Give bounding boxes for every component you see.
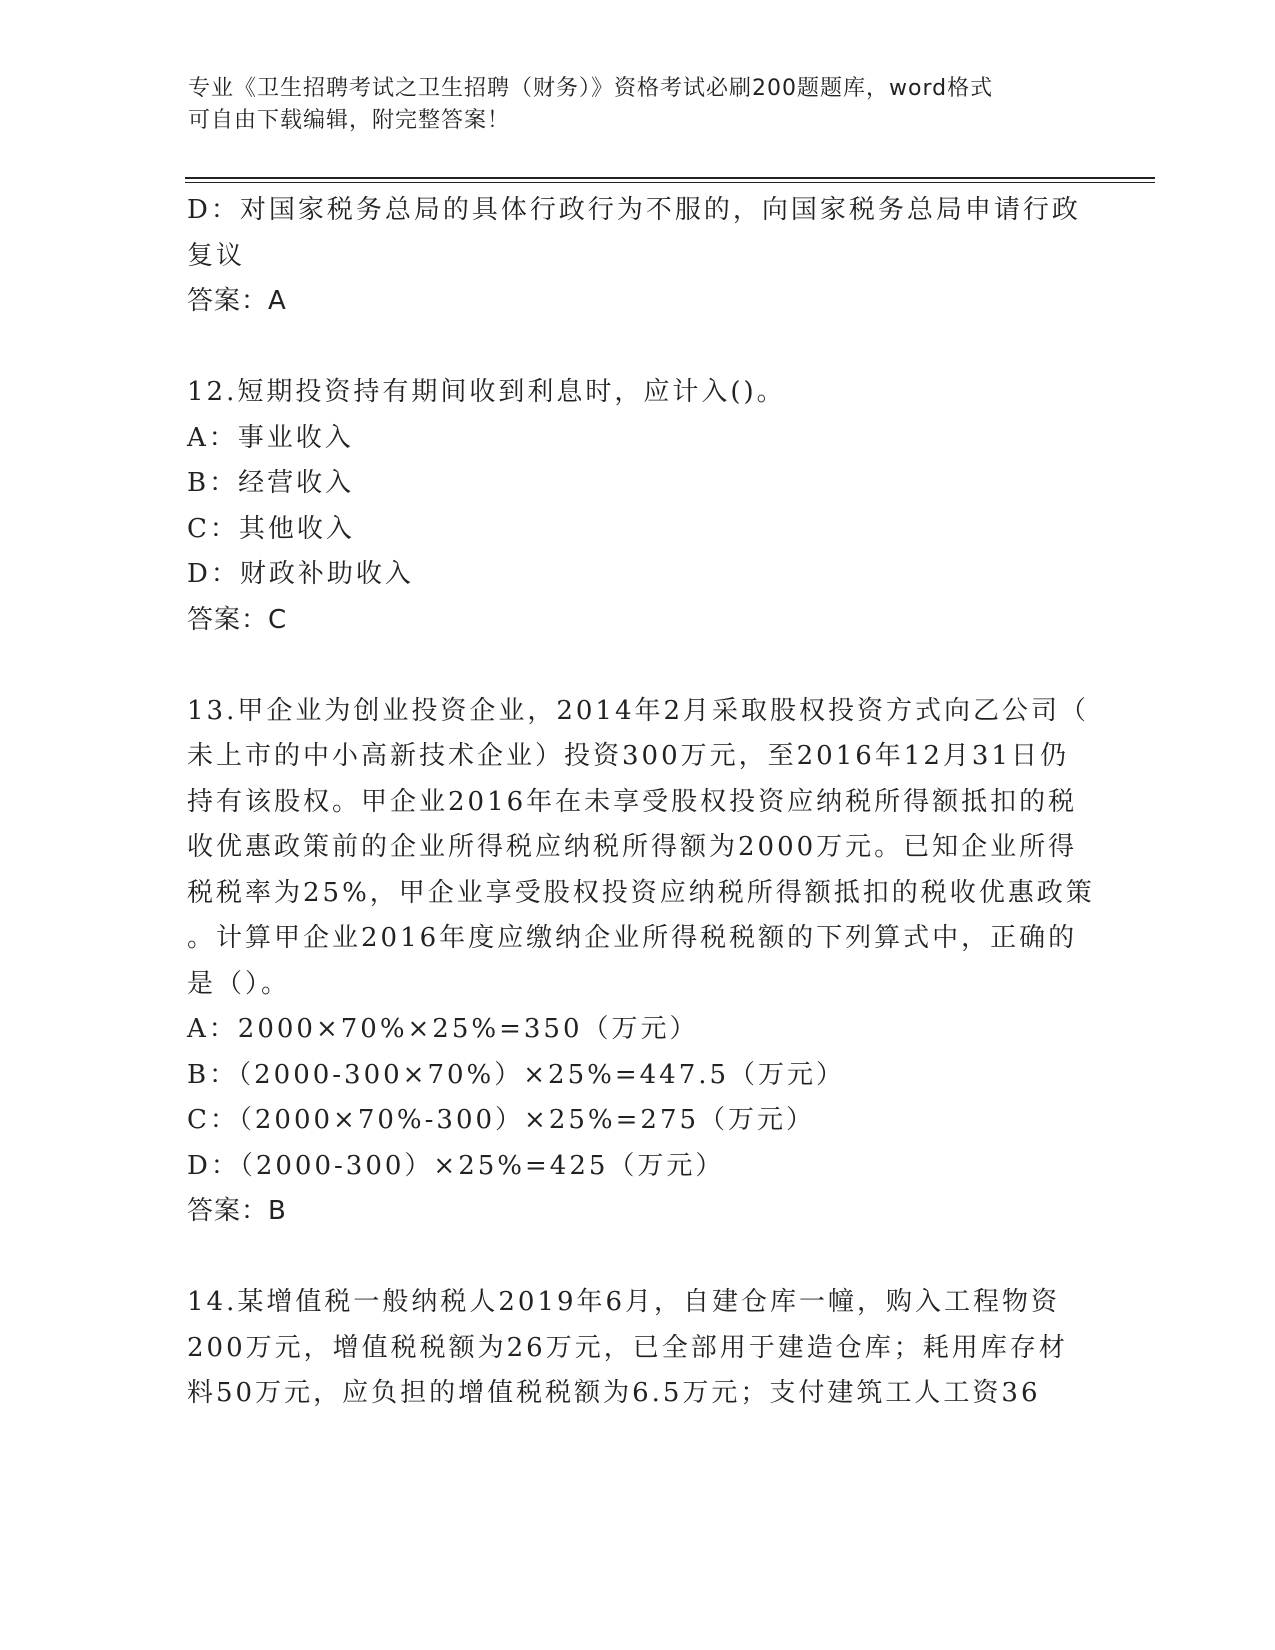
answer: 答案：A (187, 286, 287, 316)
question-stem-line: 持有该股权。甲企业2016年在未享受股权投资应纳税所得额抵扣的税 (187, 786, 1078, 817)
document-header (188, 73, 1078, 137)
question-stem: 12.短期投资持有期间收到利息时，应计入()。 (187, 377, 786, 407)
question-14 (187, 1280, 1087, 1417)
option-c: C：其他收入 (187, 513, 355, 544)
question-11 (187, 188, 1087, 325)
answer: 答案：C (187, 604, 288, 635)
header-divider-thick (185, 177, 1155, 179)
option-a: A：2000×70%×25%=350（万元） (187, 1014, 699, 1044)
document-body (187, 188, 1095, 1417)
option-a: A：事业收入 (187, 422, 354, 453)
spacer (187, 1235, 1087, 1281)
option-d: D：财政补助收入 (187, 559, 414, 589)
header-divider-thin (185, 182, 1155, 183)
option-c: C：（2000×70%-300）×25%=275（万元） (187, 1105, 816, 1135)
header-title-line-1: 专业《卫生招聘考试之卫生招聘（财务）》资格考试必刷200题题库，word格式 (188, 76, 994, 101)
question-stem-line: 。计算甲企业2016年度应缴纳企业所得税税额的下列算式中，正确的 (187, 923, 1078, 953)
spacer (187, 325, 1087, 371)
question-stem-line: 收优惠政策前的企业所得税应纳税所得额为2000万元。已知企业所得 (187, 832, 1078, 862)
question-stem-line: 200万元，增值税税额为26万元，已全部用于建造仓库；耗用库存材 (187, 1332, 1068, 1363)
question-13 (187, 689, 1095, 1235)
answer: 答案：B (187, 1196, 287, 1226)
option-d: D：对国家税务总局的具体行政行为不服的，向国家税务总局申请行政 (187, 195, 1081, 225)
question-stem-line: 税税率为25%，甲企业享受股权投资应纳税所得额抵扣的税收优惠政策 (187, 877, 1095, 908)
option-b: B：（2000-300×70%）×25%=447.5（万元） (187, 1059, 846, 1090)
question-stem-line: 未上市的中小高新技术企业）投资300万元，至2016年12月31日仍 (187, 741, 1069, 771)
question-stem-line: 是（）。 (187, 968, 291, 999)
option-b: B：经营收入 (187, 468, 355, 498)
question-stem-line: 料50万元，应负担的增值税税额为6.5万元；支付建筑工人工资36 (187, 1378, 1041, 1408)
question-stem-line: 14.某增值税一般纳税人2019年6月，自建仓库一幢，购入工程物资 (187, 1287, 1061, 1317)
question-12 (187, 370, 1087, 643)
header-title-line-2: 可自由下载编辑，附完整答案！ (188, 108, 511, 133)
spacer (187, 643, 1087, 689)
question-stem-line: 13.甲企业为创业投资企业，2014年2月采取股权投资方式向乙公司（ (187, 695, 1090, 726)
option-d-continued: 复议 (187, 240, 246, 271)
option-d: D：（2000-300）×25%=425（万元） (187, 1150, 725, 1181)
